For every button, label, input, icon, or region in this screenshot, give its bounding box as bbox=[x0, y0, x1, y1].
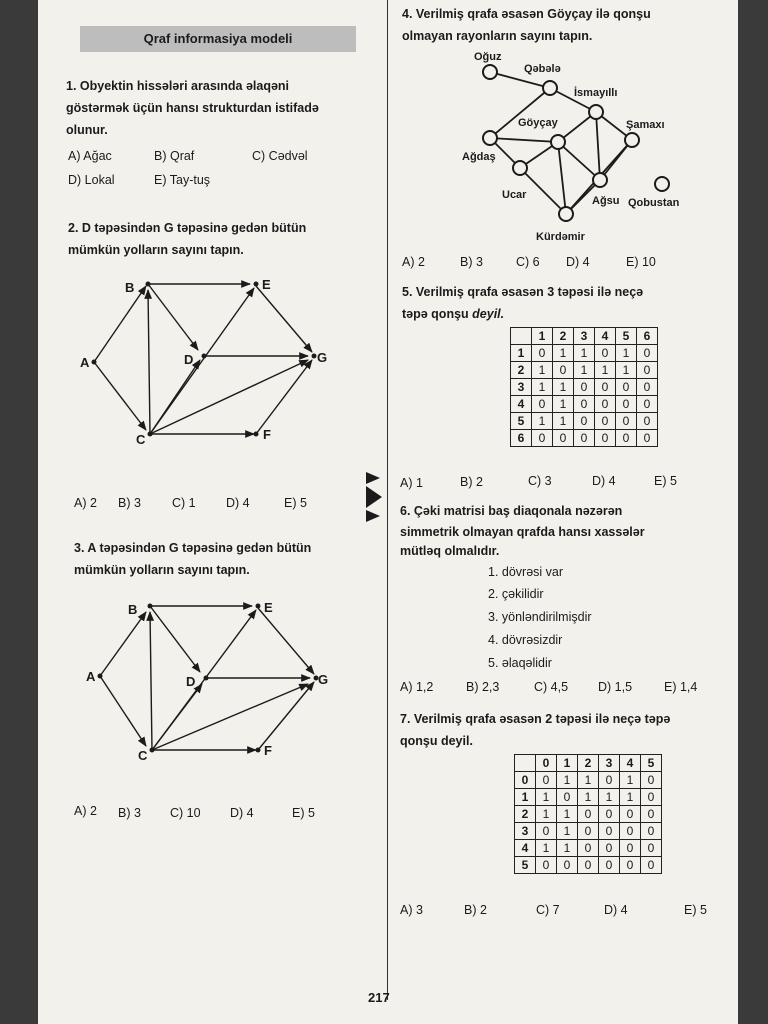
q4-option-e[interactable]: E) 10 bbox=[626, 255, 656, 269]
q2-label-f: F bbox=[263, 427, 271, 442]
q5-matrix-cell: 1 bbox=[616, 345, 637, 362]
q5-matrix-cell: 0 bbox=[637, 430, 658, 447]
q7-option-c[interactable]: C) 7 bbox=[536, 903, 560, 917]
q5-matrix-cell: 0 bbox=[637, 396, 658, 413]
q5-matrix-row-header: 6 bbox=[511, 430, 532, 447]
q7-matrix-cell: 0 bbox=[599, 823, 620, 840]
q5-adjacency-matrix bbox=[510, 327, 658, 447]
q3-option-c[interactable]: C) 10 bbox=[170, 806, 201, 820]
q7-matrix-cell: 1 bbox=[557, 772, 578, 789]
q6-item-3: 3. yönləndirilmişdir bbox=[488, 610, 592, 624]
q7-matrix-header-row bbox=[515, 755, 662, 772]
q7-matrix-corner bbox=[515, 755, 536, 772]
q7-matrix-cell: 1 bbox=[620, 789, 641, 806]
q7-matrix-cell: 1 bbox=[557, 806, 578, 823]
publisher-mark-triangle bbox=[366, 472, 380, 484]
q7-option-d[interactable]: D) 4 bbox=[604, 903, 628, 917]
q5-matrix-row-header: 5 bbox=[511, 413, 532, 430]
q5-matrix-cell: 0 bbox=[532, 430, 553, 447]
q6-item-2: 2. çəkilidir bbox=[488, 587, 544, 601]
q7-line-2: qonşu deyil. bbox=[400, 734, 473, 748]
q1-line-2: göstərmək üçün hansı strukturdan istifadə bbox=[66, 101, 319, 115]
q6-line-1: 6. Çəki matrisi baş diaqonala nəzərən bbox=[400, 504, 623, 518]
q7-option-b[interactable]: B) 2 bbox=[464, 903, 487, 917]
q5-matrix-col-header: 3 bbox=[574, 328, 595, 345]
q7-matrix-cell: 1 bbox=[557, 840, 578, 857]
q5-matrix-cell: 1 bbox=[532, 413, 553, 430]
q5-line-1: 5. Verilmiş qrafa əsasən 3 təpəsi ilə neçə bbox=[402, 285, 644, 299]
q7-matrix-cell: 0 bbox=[536, 823, 557, 840]
q7-matrix-col-header: 0 bbox=[536, 755, 557, 772]
q7-matrix-cell: 0 bbox=[599, 840, 620, 857]
q7-option-a[interactable]: A) 3 bbox=[400, 903, 423, 917]
q2-label-c: C bbox=[136, 432, 146, 447]
q7-matrix-cell: 0 bbox=[641, 857, 662, 874]
q5-matrix-cell: 0 bbox=[616, 413, 637, 430]
q7-matrix-row bbox=[515, 823, 662, 840]
q5-line-2 bbox=[402, 304, 504, 324]
q3-label-a: A bbox=[86, 669, 96, 684]
q7-matrix-row bbox=[515, 772, 662, 789]
q4-line-2: olmayan rayonların sayını tapın. bbox=[402, 29, 593, 43]
q4-label-ucar: Ucar bbox=[502, 189, 527, 201]
q4-option-c[interactable]: C) 6 bbox=[516, 255, 540, 269]
q5-matrix-cell: 0 bbox=[595, 413, 616, 430]
q4-label-qobustan: Qobustan bbox=[628, 197, 680, 209]
q7-matrix-cell: 0 bbox=[599, 857, 620, 874]
q6-item-4: 4. dövrəsizdir bbox=[488, 633, 563, 647]
q5-matrix-cell: 0 bbox=[553, 430, 574, 447]
q2-option-e[interactable]: E) 5 bbox=[284, 496, 307, 510]
q4-label-oguz: Oğuz bbox=[474, 51, 502, 63]
q7-matrix-cell: 0 bbox=[641, 789, 662, 806]
q4-node-agdas bbox=[483, 131, 497, 145]
q7-matrix-row-header: 3 bbox=[515, 823, 536, 840]
q1-option-d[interactable]: D) Lokal bbox=[68, 173, 115, 187]
q2-line-2: mümkün yolların sayını tapın. bbox=[68, 243, 244, 257]
q5-matrix-cell: 0 bbox=[532, 396, 553, 413]
q5-line-2-emphasis: deyil. bbox=[472, 307, 505, 321]
q5-matrix-col-header: 2 bbox=[553, 328, 574, 345]
q6-option-b[interactable]: B) 2,3 bbox=[466, 680, 500, 694]
q7-matrix-col-header: 4 bbox=[620, 755, 641, 772]
q4-node-oguz bbox=[483, 65, 497, 79]
q5-matrix-cell: 0 bbox=[637, 413, 658, 430]
q5-matrix-cell: 0 bbox=[616, 430, 637, 447]
q3-label-e: E bbox=[264, 600, 273, 615]
q5-matrix-header-row bbox=[511, 328, 658, 345]
q6-item-5: 5. əlaqəlidir bbox=[488, 656, 552, 670]
q2-label-a: A bbox=[80, 355, 90, 370]
q7-matrix-row bbox=[515, 857, 662, 874]
q4-line-1: 4. Verilmiş qrafa əsasən Göyçay ilə qonşu bbox=[402, 7, 651, 21]
q7-matrix-cell: 1 bbox=[536, 789, 557, 806]
publisher-mark-triangle bbox=[366, 510, 380, 522]
q5-option-a[interactable]: A) 1 bbox=[400, 476, 423, 490]
q4-option-d[interactable]: D) 4 bbox=[566, 255, 590, 269]
q7-matrix-cell: 0 bbox=[536, 772, 557, 789]
q5-matrix-cell: 1 bbox=[532, 379, 553, 396]
q4-label-agsu: Ağsu bbox=[592, 195, 620, 207]
q3-line-1: 3. A təpəsindən G təpəsinə gedən bütün bbox=[74, 541, 312, 555]
section-title: Qraf informasiya modeli bbox=[143, 31, 293, 46]
q1-line-1: 1. Obyektin hissələri arasında əlaqəni bbox=[66, 79, 290, 93]
q5-matrix-row-header: 1 bbox=[511, 345, 532, 362]
q7-matrix-row bbox=[515, 840, 662, 857]
q7-matrix-cell: 1 bbox=[536, 840, 557, 857]
q5-matrix-cell: 0 bbox=[616, 379, 637, 396]
q5-matrix-cell: 1 bbox=[595, 362, 616, 379]
q5-matrix-col-header: 5 bbox=[616, 328, 637, 345]
q7-matrix-cell: 0 bbox=[557, 789, 578, 806]
q2-label-d: D bbox=[184, 352, 194, 367]
q5-matrix-cell: 0 bbox=[553, 362, 574, 379]
q5-matrix-cell: 0 bbox=[637, 379, 658, 396]
q3-label-b: B bbox=[128, 602, 138, 617]
q5-matrix-row bbox=[511, 362, 658, 379]
q7-matrix-cell: 1 bbox=[557, 823, 578, 840]
q5-matrix-cell: 1 bbox=[553, 379, 574, 396]
q4-node-qabala bbox=[543, 81, 557, 95]
q3-label-d: D bbox=[186, 674, 196, 689]
q7-matrix-cell: 1 bbox=[578, 772, 599, 789]
q7-matrix-cell: 0 bbox=[620, 840, 641, 857]
q4-edge-ismayilli-agsu bbox=[596, 112, 600, 180]
q5-matrix-row bbox=[511, 396, 658, 413]
q7-matrix-cell: 0 bbox=[536, 857, 557, 874]
q1-option-a[interactable]: A) Ağac bbox=[68, 149, 112, 163]
q3-option-b[interactable]: B) 3 bbox=[118, 806, 141, 820]
q5-matrix-cell: 0 bbox=[637, 362, 658, 379]
q5-matrix-row bbox=[511, 413, 658, 430]
q5-matrix-cell: 0 bbox=[532, 345, 553, 362]
q7-matrix-cell: 0 bbox=[578, 857, 599, 874]
q7-matrix-col-header: 5 bbox=[641, 755, 662, 772]
q4-label-ismayilli: İsmayıllı bbox=[574, 87, 618, 99]
q7-option-e[interactable]: E) 5 bbox=[684, 903, 707, 917]
q6-option-e[interactable]: E) 1,4 bbox=[664, 680, 698, 694]
q7-matrix-cell: 0 bbox=[578, 806, 599, 823]
q1-line-3: olunur. bbox=[66, 123, 108, 137]
q5-matrix-cell: 0 bbox=[574, 413, 595, 430]
q3-option-d[interactable]: D) 4 bbox=[230, 806, 254, 820]
publisher-mark bbox=[366, 468, 382, 526]
q7-matrix-row-header: 5 bbox=[515, 857, 536, 874]
q5-matrix-row bbox=[511, 345, 658, 362]
q2-option-a[interactable]: A) 2 bbox=[74, 496, 97, 510]
q7-matrix-cell: 1 bbox=[578, 789, 599, 806]
q5-matrix-row-header: 4 bbox=[511, 396, 532, 413]
q1-option-c[interactable]: C) Cədvəl bbox=[252, 149, 308, 163]
q7-matrix-cell: 0 bbox=[557, 857, 578, 874]
q2-line-1: 2. D təpəsindən G təpəsinə gedən bütün bbox=[68, 221, 307, 235]
q3-line-2: mümkün yolların sayını tapın. bbox=[74, 563, 250, 577]
q5-matrix-cell: 0 bbox=[574, 396, 595, 413]
q5-option-d[interactable]: D) 4 bbox=[592, 474, 616, 488]
q5-matrix-row-header: 2 bbox=[511, 362, 532, 379]
q7-adjacency-matrix bbox=[514, 754, 662, 874]
q5-matrix-cell: 1 bbox=[616, 362, 637, 379]
q7-matrix-row bbox=[515, 806, 662, 823]
publisher-mark-triangle bbox=[366, 486, 382, 508]
q3-label-f: F bbox=[264, 743, 272, 758]
q7-matrix-cell: 0 bbox=[620, 823, 641, 840]
q6-line-3: mütləq olmalıdır. bbox=[400, 544, 500, 558]
q5-matrix-cell: 0 bbox=[574, 379, 595, 396]
q5-option-e[interactable]: E) 5 bbox=[654, 474, 677, 488]
q5-matrix-row bbox=[511, 379, 658, 396]
q5-matrix-row bbox=[511, 430, 658, 447]
q7-matrix-cell: 0 bbox=[620, 806, 641, 823]
q4-node-ucar bbox=[513, 161, 527, 175]
q5-matrix-cell: 0 bbox=[595, 345, 616, 362]
q6-line-2: simmetrik olmayan qrafda hansı xassələr bbox=[400, 525, 645, 539]
q2-label-g: G bbox=[317, 350, 328, 365]
q5-matrix-corner bbox=[511, 328, 532, 345]
q4-option-b[interactable]: B) 3 bbox=[460, 255, 483, 269]
q4-option-a[interactable]: A) 2 bbox=[402, 255, 425, 269]
q7-matrix-cell: 0 bbox=[578, 823, 599, 840]
q4-edge-goycay-kurdamir bbox=[558, 142, 566, 214]
q6-option-a[interactable]: A) 1,2 bbox=[400, 680, 434, 694]
q4-label-goycay: Göyçay bbox=[518, 117, 558, 129]
q1-option-b[interactable]: B) Qraf bbox=[154, 149, 195, 163]
q7-matrix-col-header: 2 bbox=[578, 755, 599, 772]
q7-matrix-cell: 0 bbox=[599, 772, 620, 789]
q7-line-1: 7. Verilmiş qrafa əsasən 2 təpəsi ilə neçə təpə bbox=[400, 712, 671, 726]
q5-matrix-cell: 0 bbox=[595, 396, 616, 413]
q5-matrix-col-header: 1 bbox=[532, 328, 553, 345]
q4-node-goycay bbox=[551, 135, 565, 149]
q6-item-1: 1. dövrəsi var bbox=[488, 565, 564, 579]
q4-label-qabala: Qəbələ bbox=[524, 63, 561, 75]
q3-label-g: G bbox=[318, 672, 329, 687]
q5-matrix-col-header: 6 bbox=[637, 328, 658, 345]
q5-matrix-cell: 0 bbox=[595, 430, 616, 447]
q5-matrix-col-header: 4 bbox=[595, 328, 616, 345]
q7-matrix-row bbox=[515, 789, 662, 806]
q7-matrix-row-header: 1 bbox=[515, 789, 536, 806]
q7-matrix-col-header: 1 bbox=[557, 755, 578, 772]
q7-matrix-cell: 0 bbox=[620, 857, 641, 874]
q7-matrix-cell: 0 bbox=[641, 806, 662, 823]
q4-node-ismayilli bbox=[589, 105, 603, 119]
q7-matrix-cell: 1 bbox=[536, 806, 557, 823]
q7-matrix-row-header: 4 bbox=[515, 840, 536, 857]
q5-matrix-row-header: 3 bbox=[511, 379, 532, 396]
q7-matrix-row-header: 0 bbox=[515, 772, 536, 789]
q5-matrix-cell: 1 bbox=[574, 362, 595, 379]
q4-node-samaxi bbox=[625, 133, 639, 147]
q7-matrix-cell: 0 bbox=[578, 840, 599, 857]
q7-matrix-row-header: 2 bbox=[515, 806, 536, 823]
q4-node-qobustan bbox=[655, 177, 669, 191]
q6-option-c[interactable]: C) 4,5 bbox=[534, 680, 569, 694]
q2-option-c[interactable]: C) 1 bbox=[172, 496, 196, 510]
q2-label-e: E bbox=[262, 277, 271, 292]
q4-edge-agdas-goycay bbox=[490, 138, 558, 142]
q4-edge-qabala-agdas bbox=[490, 88, 550, 138]
q7-matrix-cell: 1 bbox=[620, 772, 641, 789]
page-number: 217 bbox=[368, 990, 390, 1005]
q3-option-e[interactable]: E) 5 bbox=[292, 806, 315, 820]
q6-option-d[interactable]: D) 1,5 bbox=[598, 680, 633, 694]
q1-option-e[interactable]: E) Tay-tuş bbox=[154, 173, 211, 187]
q4-label-samaxi: Şamaxı bbox=[626, 119, 665, 131]
q5-matrix-cell: 0 bbox=[595, 379, 616, 396]
q2-option-b[interactable]: B) 3 bbox=[118, 496, 141, 510]
q5-matrix-cell: 1 bbox=[574, 345, 595, 362]
q7-matrix-cell: 0 bbox=[641, 772, 662, 789]
q3-option-a[interactable]: A) 2 bbox=[74, 804, 97, 818]
q4-edge-goycay-agsu bbox=[558, 142, 600, 180]
q7-matrix-col-header: 3 bbox=[599, 755, 620, 772]
q2-label-b: B bbox=[125, 280, 135, 295]
q5-line-2-text: təpə qonşu bbox=[402, 307, 473, 321]
q5-matrix-cell: 0 bbox=[637, 345, 658, 362]
q5-matrix-cell: 1 bbox=[532, 362, 553, 379]
q5-matrix-cell: 0 bbox=[616, 396, 637, 413]
q7-matrix-cell: 0 bbox=[641, 823, 662, 840]
q5-option-b[interactable]: B) 2 bbox=[460, 475, 483, 489]
q5-option-c[interactable]: C) 3 bbox=[528, 474, 552, 488]
q4-label-kurdamir: Kürdəmir bbox=[536, 231, 585, 243]
q4-edge-ucar-kurdamir bbox=[520, 168, 566, 214]
q4-node-agsu bbox=[593, 173, 607, 187]
q4-node-kurdamir bbox=[559, 207, 573, 221]
q5-matrix-cell: 1 bbox=[553, 345, 574, 362]
q7-matrix-cell: 0 bbox=[599, 806, 620, 823]
q5-matrix-cell: 1 bbox=[553, 413, 574, 430]
q3-label-c: C bbox=[138, 748, 148, 763]
q4-label-agdas: Ağdaş bbox=[462, 151, 496, 163]
q2-option-d[interactable]: D) 4 bbox=[226, 496, 250, 510]
q5-matrix-cell: 1 bbox=[553, 396, 574, 413]
q7-matrix-cell: 1 bbox=[599, 789, 620, 806]
q7-matrix-cell: 0 bbox=[641, 840, 662, 857]
q5-matrix-cell: 0 bbox=[574, 430, 595, 447]
